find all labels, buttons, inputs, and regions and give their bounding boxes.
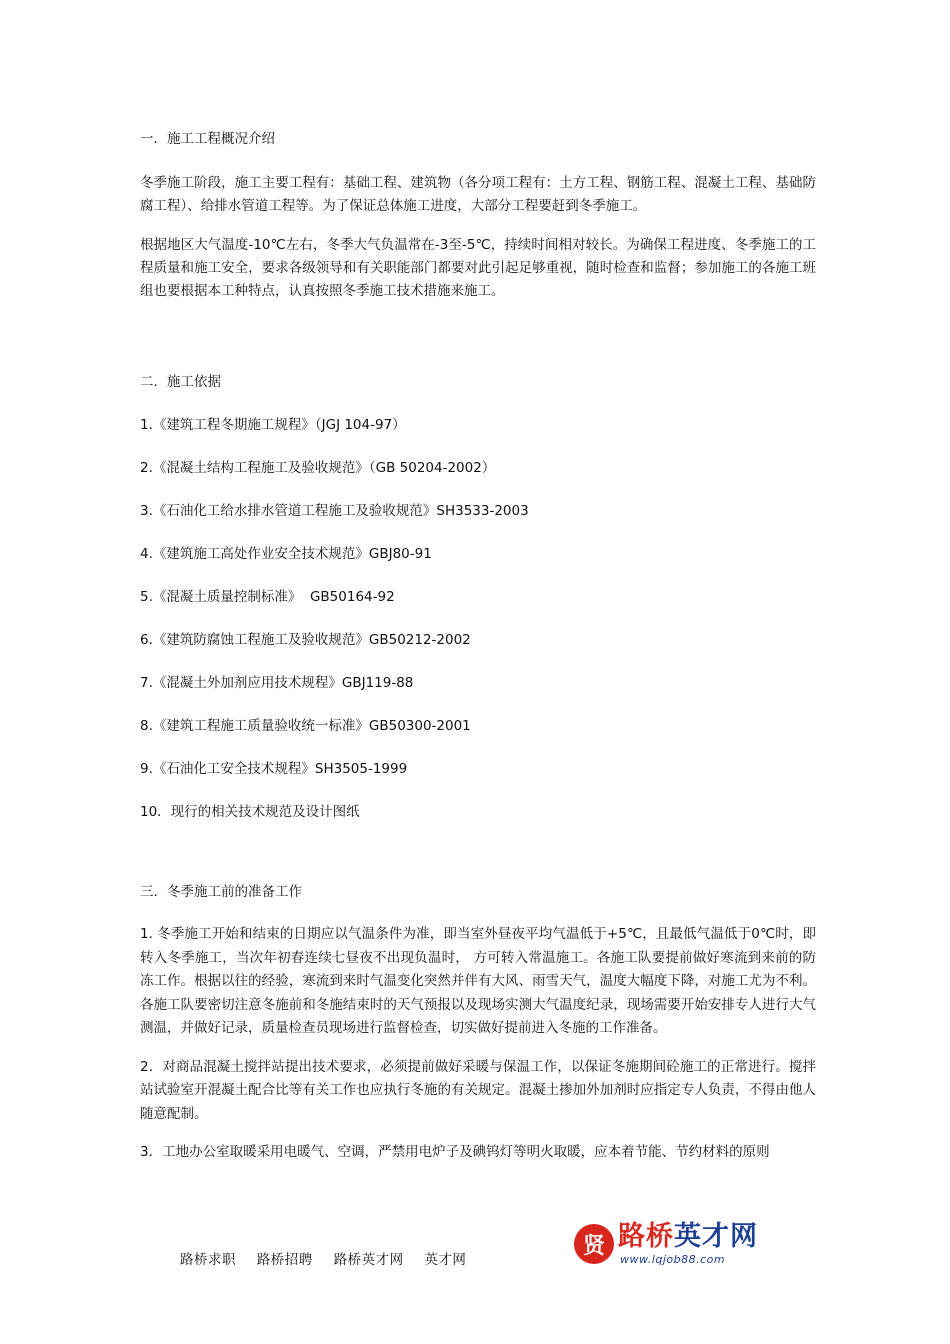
list-item: 2.《混凝土结构工程施工及验收规范》（GB 50204-2002） — [140, 460, 496, 476]
logo-url: www.lqjob88.com — [620, 1253, 726, 1266]
logo-title — [618, 1222, 758, 1252]
footer-link[interactable]: 路桥英才网 — [333, 1252, 404, 1268]
logo-mark-icon: 贤 — [574, 1224, 614, 1264]
list-item: 8.《建筑工程施工质量验收统一标准》GB50300-2001 — [140, 718, 471, 734]
section-3-heading: 三．冬季施工前的准备工作 — [140, 884, 302, 900]
section-1-paragraph: 根据地区大气温度-10℃左右，冬季大气负温常在-3至-5℃，持续时间相对较长。为确保工程进度、冬季施工的工程质量和施工安全，要求各级领导和有关职能部门都要对此引起足够重视，随时检查和监督；参加施工的各施工班组也要根据本工种特点，认真按照冬季施工技术措施来施工。 — [140, 237, 816, 299]
footer-link[interactable]: 路桥求职 — [180, 1252, 236, 1268]
section-3-paragraph: 1. 冬季施工开始和结束的日期应以气温条件为准，即当室外昼夜平均气温低于+5℃，且最低气温低于0℃时，即转入冬季施工，当次年初春连续七昼夜不出现负温时， 方可转入常温施工。各施工队要提前做好寒流到来前的防冻工作。根据以往的经验，寒流到来时气温变化突然并伴有大风、雨雪天气，温度大幅度下降，对施工尤为不利。各施工队要密切注意冬施前和冬施结束时的天气预报以及现场实测大气温度纪录，现场需要开始安排专人进行大气测温，并做好记录，质量检查员现场进行监督检查，切实做好提前进入冬施的工作准备。 — [140, 926, 816, 1036]
section-1-paragraph: 冬季施工阶段，施工主要工程有：基础工程、建筑物（各分项工程有：土方工程、钢筋工程、混凝土工程、基础防腐工程）、给排水管道工程等。为了保证总体施工进度，大部分工程要赶到冬季施工。 — [140, 175, 816, 214]
document-body — [140, 128, 816, 1180]
site-logo — [574, 1222, 766, 1268]
logo-title-blue: 英才网 — [674, 1221, 758, 1252]
footer-link[interactable]: 路桥招聘 — [256, 1252, 313, 1268]
standards-list — [140, 414, 816, 844]
section-3-paragraph: 3．工地办公室取暖采用电暖气、空调，严禁用电炉子及碘钨灯等明火取暖，应本着节能、节约材料的原则 — [140, 1144, 770, 1160]
list-item: 4.《建筑施工高处作业安全技术规范》GBJ80-91 — [140, 546, 432, 562]
list-item: 5.《混凝土质量控制标准》 GB50164-92 — [140, 589, 395, 605]
logo-title-red: 路桥 — [618, 1221, 674, 1252]
footer-link[interactable]: 英才网 — [424, 1252, 467, 1268]
list-item: 6.《建筑防腐蚀工程施工及验收规范》GB50212-2002 — [140, 632, 471, 648]
section-2-heading: 二．施工依据 — [140, 374, 221, 390]
list-item: 1.《建筑工程冬期施工规程》（JGJ 104-97） — [140, 417, 406, 433]
list-item: 7.《混凝土外加剂应用技术规程》GBJ119-88 — [140, 675, 414, 691]
footer-links — [180, 1248, 482, 1268]
list-item: 9.《石油化工安全技术规程》SH3505-1999 — [140, 761, 408, 777]
list-item: 3.《石油化工给水排水管道工程施工及验收规范》SH3533-2003 — [140, 503, 529, 519]
section-1-heading: 一．施工工程概况介绍 — [140, 131, 275, 147]
section-3-paragraph: 2．对商品混凝土搅拌站提出技术要求，必须提前做好采暖与保温工作，以保证冬施期间砼施工的正常进行。搅拌站试验室开混凝土配合比等有关工作也应执行冬施的有关规定。混凝土掺加外加剂时应指定专人负责，不得由他人随意配制。 — [140, 1058, 816, 1122]
list-item: 10．现行的相关技术规范及设计图纸 — [140, 804, 360, 820]
